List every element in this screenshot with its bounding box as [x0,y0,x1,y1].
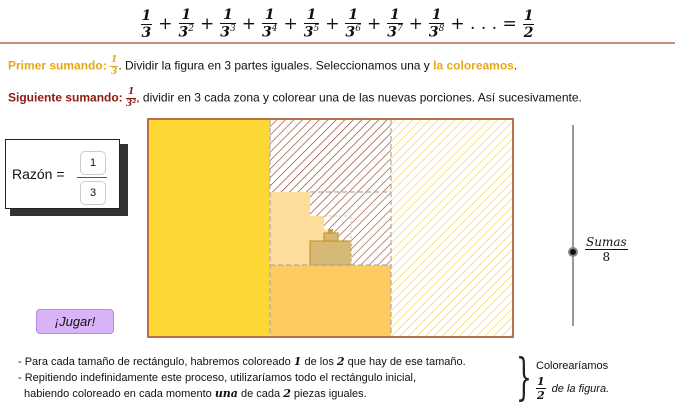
sums-slider-label: $\frac{\text{Sumas}}{8}$ [586,235,627,264]
ellipsis-equals: + . . . = [450,14,517,34]
series-term: $\frac{1}{3^2}$ [178,7,194,41]
right-brace-icon: } [516,348,532,406]
note-line-1: - Para cada tamaño de rectángulo, habremos coloreado 1 de los 2 que hay de ese tamaño. [18,355,466,368]
plus-sign: + [366,14,382,34]
ratio-denominator-input[interactable]: 3 [80,181,106,205]
ratio-fraction-bar [77,177,107,178]
series-term: $\frac{1}{3}$ [141,7,152,41]
next-term-label: Siguiente sumando: [8,90,123,105]
ratio-label: Razón = [12,166,65,182]
first-term-fraction: $\frac{1}{3}$ [111,55,118,77]
next-term-text: , dividir en 3 cada zona y colorear una de las nuevas porciones. Así sucesivamente. [136,90,582,105]
series-term: $\frac{1}{3^8}$ [428,7,445,41]
plus-sign: + [408,14,423,34]
conclusion-fraction: $\frac{1}{2}$ [537,375,545,402]
instruction-next-term [8,88,582,109]
series-term: $\frac{1}{3^4}$ [261,7,278,41]
first-term-text: . Dividir la figura en 3 partes iguales. Seleccionamos una y [118,58,434,73]
first-term-highlight: la coloreamos [433,58,514,73]
ratio-numerator-input[interactable]: 1 [80,151,106,175]
plus-sign: + [325,14,340,34]
next-term-fraction: $\frac{1}{\text{3²}}$ [126,87,137,109]
plus-sign: + [241,14,256,34]
series-equation [0,6,675,42]
fractal-rectangle-figure [147,118,514,338]
rectangle-subdivision-graphic [149,120,512,336]
plus-sign: + [283,14,298,34]
series-result: $\frac{1}{2}$ [523,7,534,41]
sums-slider-handle[interactable] [568,247,578,257]
plus-sign: + [200,14,215,34]
series-term: $\frac{1}{3^7}$ [387,7,403,41]
series-term: $\frac{1}{3^6}$ [345,7,361,41]
header-divider [0,42,675,44]
sums-slider-track[interactable] [572,125,574,326]
note-line-2: - Repitiendo indefinidamente este proceso, utilizaríamos todo el rectángulo inicial, [18,372,417,384]
series-term: $\frac{1}{3^5}$ [303,7,320,41]
note-line-3: habiendo coloreado en cada momento una de cada 2 piezas iguales. [24,387,367,400]
conclusion-line-1: Colorearíamos [536,360,609,372]
instruction-first-term: Primer sumando: $\frac{1}{3}$ . Dividir la figura en 3 partes iguales. Seleccionamos una y la coloreamos. [8,55,518,77]
play-button[interactable]: ¡Jugar! [36,309,114,334]
first-term-label: Primer sumando: [8,58,107,73]
explanation-notes [18,354,466,402]
conclusion-line-2: $\frac{1}{2}$ de la figura. [537,375,610,402]
series-term: $\frac{1}{3^3}$ [220,7,236,41]
plus-sign: + [158,14,173,34]
